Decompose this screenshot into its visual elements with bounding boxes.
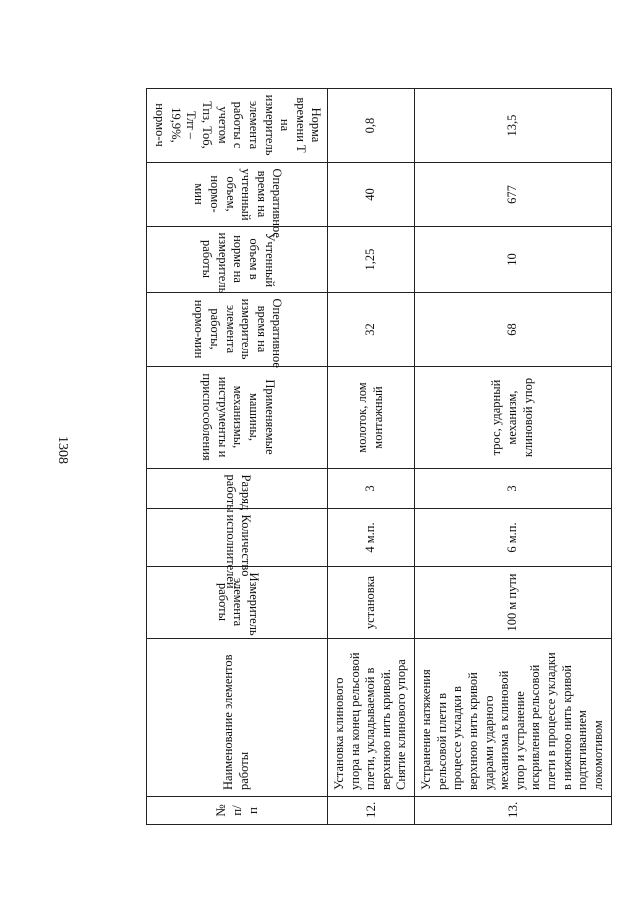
row-name: Устранение натяжения рельсовой плети в процессе укладки в верхнюю нить кривой ударами ударного механизма в клиновой упор и устранение искривления рельсовой плети в процессе укладки в нижнюю нить кривой подтягиванием локомотивом	[415, 639, 612, 797]
row-workers: 4 м.п.	[327, 509, 414, 567]
header-cell-unit: Измеритель элемента работы	[147, 567, 328, 639]
row-unit: установка	[327, 567, 414, 639]
header-cell-volume: Учтенный объем в норме на измеритель работы	[147, 227, 328, 293]
row-volume: 10	[415, 227, 612, 293]
page-number: 1308	[55, 436, 70, 464]
row-num: 13.	[415, 797, 612, 825]
row-volume: 1,25	[327, 227, 414, 293]
row-grade: 3	[415, 469, 612, 509]
row-op-time-volume: 40	[327, 163, 414, 227]
table-row	[327, 89, 414, 825]
work-norms-table	[146, 88, 612, 825]
rotated-table-wrapper	[146, 89, 605, 825]
table-header-row	[147, 89, 328, 825]
row-norm: 13,5	[415, 89, 612, 163]
row-machines: молоток, лом монтажный	[327, 367, 414, 469]
row-num: 12.	[327, 797, 414, 825]
row-workers: 6 м.п.	[415, 509, 612, 567]
row-machines: трос, ударный механизм, клиновой упор	[415, 367, 612, 469]
table-row	[415, 89, 612, 825]
header-cell-op-time: Оперативное время на измеритель элемента работы, нормо-мин	[147, 293, 328, 367]
header-cell-name: Наименование элементов работы	[147, 639, 328, 797]
row-unit: 100 м пути	[415, 567, 612, 639]
header-cell-workers: Количество исполнителей	[147, 509, 328, 567]
header-cell-num: № п/п	[147, 797, 328, 825]
header-cell-machines: Применяемые машины, механизмы, инструменты и приспособления	[147, 367, 328, 469]
row-norm: 0,8	[327, 89, 414, 163]
row-op-time: 68	[415, 293, 612, 367]
header-cell-op-time-volume: Оперативное время на учтенный объем, нормо-мин	[147, 163, 328, 227]
row-name: Установка клинового упора на конец рельсовой плети, укладываемой в верхнюю нить кривой. Снятие клинового упора	[327, 639, 414, 797]
row-grade: 3	[327, 469, 414, 509]
header-cell-norm: Норма времени Т на измеритель элемента работы с учетом Тпз, Тоб, Тлт – 19,9%, нормо-ч	[147, 89, 328, 163]
row-op-time: 32	[327, 293, 414, 367]
row-op-time-volume: 677	[415, 163, 612, 227]
header-cell-grade: Разряд работы	[147, 469, 328, 509]
